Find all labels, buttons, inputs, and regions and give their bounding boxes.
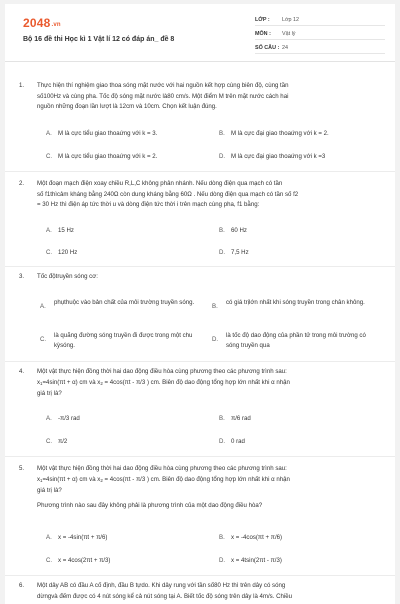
option-text: M là cực tiểu giao thoaứng với k = 3. xyxy=(58,130,158,137)
question-line: Một đoạn mạch điện xoay chiều R,L,C không phân nhánh. Nếu dòng điện qua mạch có tần xyxy=(37,180,283,187)
question-line: $x_1=4\sin(\pi t + \alpha)$ cm và $x_2 = 4\cos(\pi t - \pi/3$ ) cm. Biên độ dao động tổng hợp lớn nhất khi α nhận xyxy=(37,475,290,483)
option-letter: B. xyxy=(219,227,225,234)
option-text: M là cực đại giao thoaứng với k = 2. xyxy=(231,130,329,137)
meta-value: Vật lý xyxy=(282,30,296,37)
option-letter: C. xyxy=(46,249,53,256)
option-letter: C. xyxy=(40,336,47,343)
question-line: $x_1=4\sin(\pi t + \alpha)$ cm và $x_2 = 4\cos(\pi t - \pi/3$ ) cm. Biên độ dao động tổng hợp lớn nhất khi α nhận xyxy=(37,378,290,386)
question-number: 4. xyxy=(19,368,25,375)
question-divider xyxy=(5,361,395,362)
option-text: x = 4cos(2πt + π/3) xyxy=(58,557,111,564)
option-letter: D. xyxy=(212,336,219,343)
meta-count-row xyxy=(255,42,385,54)
question-number: 3. xyxy=(19,273,25,280)
question-line: Một dây AB có đầu A cố định, đầu B tựdo. Khi dây rung với tần số80 Hz thì trên dây có sóng xyxy=(37,582,286,589)
question-divider xyxy=(5,575,395,576)
site-logo[interactable]: 2048.vn xyxy=(23,16,61,30)
option-letter: A. xyxy=(40,303,46,310)
option-text: 60 Hz xyxy=(231,227,247,234)
document-title: Bộ 16 đề thi Học kì 1 Vật lí 12 có đáp án_ đề 8 xyxy=(23,36,175,43)
option-letter: A. xyxy=(46,130,52,137)
question-divider xyxy=(5,266,395,267)
question-number: 1. xyxy=(19,82,25,89)
option-text: 7,5 Hz xyxy=(231,249,249,256)
question-divider xyxy=(5,171,395,172)
question-text xyxy=(37,272,387,283)
meta-value: 24 xyxy=(282,44,288,51)
option-letter: D. xyxy=(219,153,226,160)
option-text: phụthuộc vào bản chất của môi trường truyền sóng. xyxy=(54,299,195,306)
question-text xyxy=(37,179,387,211)
option-letter: A. xyxy=(46,227,52,234)
document-page xyxy=(5,4,395,604)
option-letter: A. xyxy=(46,534,52,541)
option-text: π/6 rad xyxy=(231,415,251,422)
option-letter: B. xyxy=(219,415,225,422)
option-letter: D. xyxy=(219,249,226,256)
meta-label: LỚP : xyxy=(255,16,270,23)
option-letter: D. xyxy=(219,557,226,564)
question-text xyxy=(37,464,387,511)
option-text: x = -4cos(πt + π/6) xyxy=(231,534,283,541)
question-line: giá trị là? xyxy=(37,487,62,494)
question-line: Một vật thực hiện đồng thời hai dao động điều hòa cùng phương theo các phương trình sau: xyxy=(37,465,287,472)
option-text: M là cực đại giao thoaứng với k =3 xyxy=(231,153,326,160)
option-letter: C. xyxy=(46,557,53,564)
option-letter: B. xyxy=(219,534,225,541)
question-number: 2. xyxy=(19,180,25,187)
document-header xyxy=(5,4,395,62)
meta-subject-row xyxy=(255,28,385,40)
option-text: -π/3 rad xyxy=(58,415,80,422)
option-text: x = 4tsin(2πt - π/3) xyxy=(231,557,282,564)
option-text: là quãng đường sóng truyền đi được trong một chu kỳsóng. xyxy=(54,332,193,349)
option-letter: B. xyxy=(219,130,225,137)
option-text: M là cực tiểu giao thoaứng với k = 2. xyxy=(58,153,158,160)
option-letter: C. xyxy=(46,153,53,160)
question-number: 6. xyxy=(19,582,25,589)
option-text: π/2 xyxy=(58,438,68,445)
question-line: dừngvà đếm được có 4 nút sóng kể cả nút sóng tại A. Biết tốc độ sóng trên dây là 4m/s. Chiều xyxy=(37,592,293,600)
question-line: giá trị là? xyxy=(37,390,62,397)
question-line: số f1thìcảm kháng bằng 240Ω còn dung kháng bằng 60Ω . Nếu dòng điện qua mạch có tần số f2 xyxy=(37,190,299,198)
question-line: nguồn những đoạn lần lượt là 12cm và 10cm. Chọn kết luận đúng. xyxy=(37,103,217,110)
document-meta xyxy=(255,14,385,54)
question-line: = 30 Hz thì điện áp tức thời u và dòng điện tức thời i trên mạch cùng pha, f1 bằng: xyxy=(37,201,260,208)
option-text: là tốc độ dao động của phần tử trong môi trường có sóng truyền qua xyxy=(226,332,366,349)
meta-label: SỐ CÂU : xyxy=(255,44,280,51)
option-letter: B. xyxy=(212,303,218,310)
question-divider xyxy=(5,456,395,457)
question-line: Một vật thực hiện đồng thời hai dao động điều hòa cùng phương theo các phương trình sau: xyxy=(37,368,287,375)
question-text xyxy=(37,367,387,400)
option-text: 120 Hz xyxy=(58,249,78,256)
option-text: 0 rad xyxy=(231,438,245,445)
option-letter: D. xyxy=(219,438,226,445)
meta-class-row xyxy=(255,14,385,26)
option-text: có giá trịlớn nhất khi sóng truyền trong chân không. xyxy=(226,299,365,306)
question-line: Tốc độtruyền sóng cơ: xyxy=(37,273,98,280)
option-text: x = -4sin(πt + π/6) xyxy=(58,534,108,541)
question-text xyxy=(37,81,387,113)
option-text: 15 Hz xyxy=(58,227,74,234)
question-line: Thực hiện thí nghiệm giao thoa sóng mặt nước với hai nguồn kết hợp cùng biên độ, cùng tần xyxy=(37,82,289,89)
question-number: 5. xyxy=(19,465,25,472)
question-line: Phương trình nào sau đây không phải là phương trình của một dao động điều hòa? xyxy=(37,501,263,509)
question-text xyxy=(37,581,387,602)
option-letter: A. xyxy=(46,415,52,422)
question-line: số100Hz và cùng pha. Tốc độ sóng mặt nước là80 cm/s. Một điểm M trên mặt nước cách hai xyxy=(37,92,289,100)
option-letter: C. xyxy=(46,438,53,445)
meta-label: MÔN : xyxy=(255,30,271,37)
meta-value: Lớp 12 xyxy=(282,16,300,23)
